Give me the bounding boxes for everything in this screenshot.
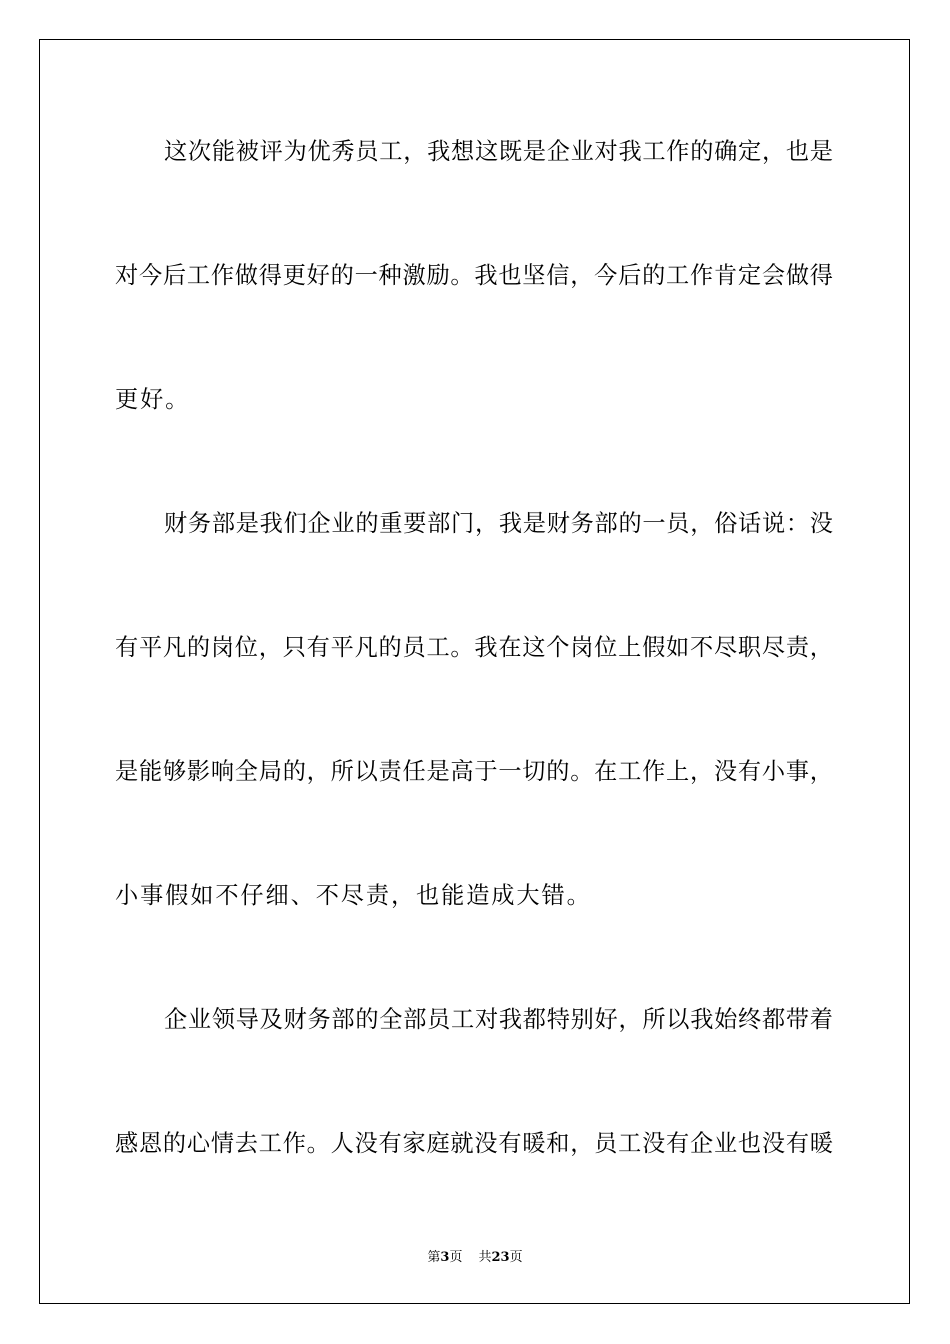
- page-footer: [0, 1249, 950, 1267]
- paragraph-1-line-2: 对今后工作做得更好的一种激励。我也坚信，今后的工作肯定会做得: [115, 262, 833, 289]
- total-pages: 23: [491, 1250, 510, 1265]
- paragraph-2-line-2: 有平凡的岗位，只有平凡的员工。我在这个岗位上假如不尽职尽责，: [115, 634, 833, 661]
- page-prefix: 第: [427, 1250, 441, 1265]
- page-number: 3: [440, 1250, 450, 1265]
- total-prefix: 共: [478, 1250, 492, 1265]
- paragraph-3-line-1: 企业领导及财务部的全部员工对我都特别好，所以我始终都带着: [164, 1006, 833, 1033]
- paragraph-3-line-2: 感恩的心情去工作。人没有家庭就没有暖和，员工没有企业也没有暖: [115, 1130, 833, 1157]
- page-frame: [39, 39, 910, 1304]
- page-suffix: 页: [449, 1250, 463, 1265]
- paragraph-1-line-1: 这次能被评为优秀员工，我想这既是企业对我工作的确定，也是: [164, 138, 833, 165]
- paragraph-2-line-4: 小事假如不仔细、不尽责，也能造成大错。: [115, 882, 592, 909]
- paragraph-2-line-3: 是能够影响全局的，所以责任是高于一切的。在工作上，没有小事，: [115, 758, 833, 785]
- paragraph-1-line-3: 更好。: [115, 386, 191, 413]
- paragraph-2-line-1: 财务部是我们企业的重要部门，我是财务部的一员，俗话说：没: [164, 510, 833, 537]
- total-suffix: 页: [509, 1250, 523, 1265]
